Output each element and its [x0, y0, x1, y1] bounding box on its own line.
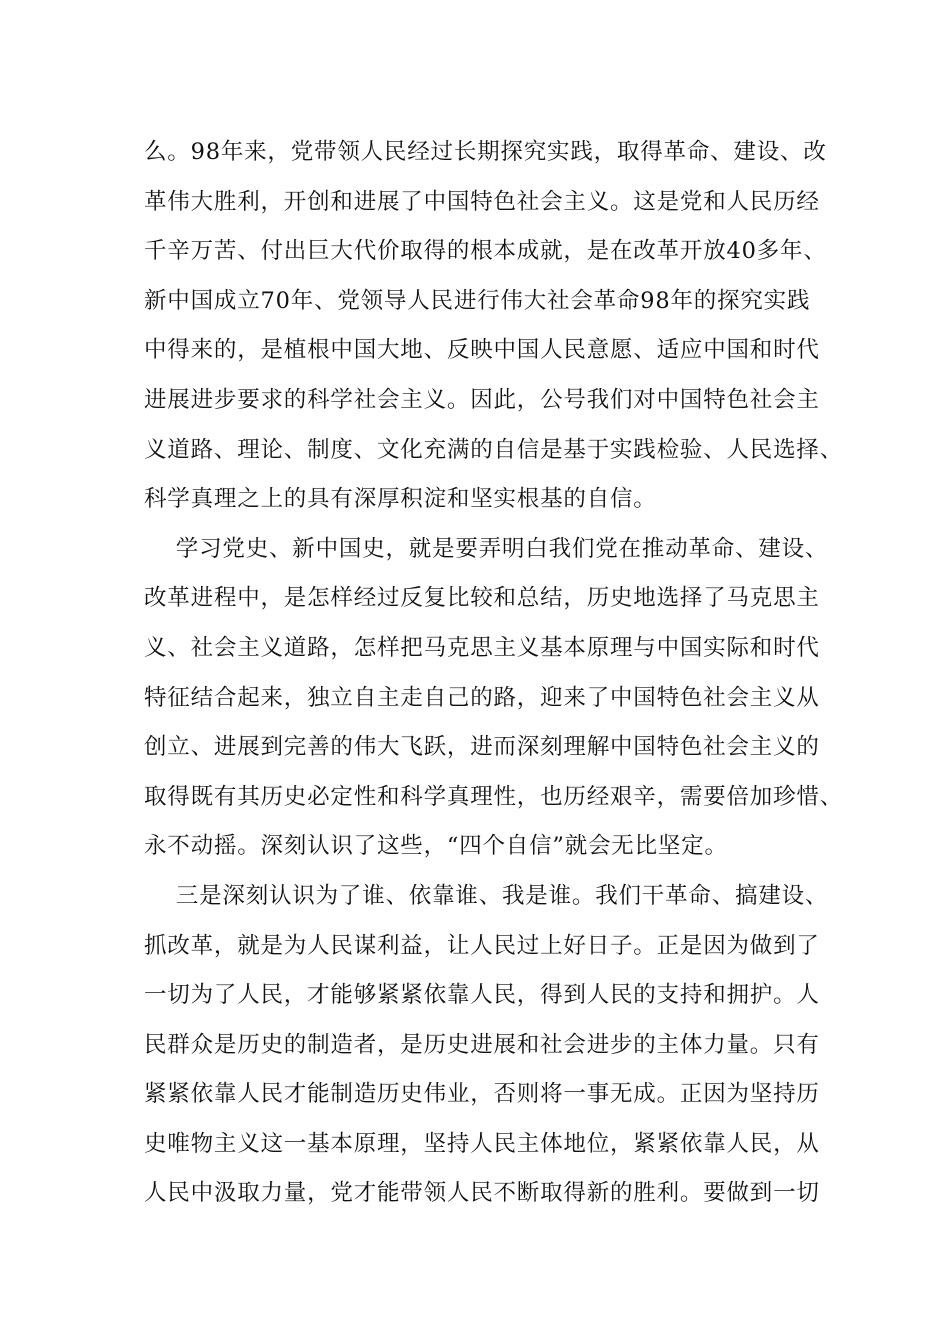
text-line: 么。98年来，党带领人民经过长期探究实践，取得革命、建设、改: [144, 139, 827, 165]
text-line: 科学真理之上的具有深厚积淀和坚实根基的自信。: [144, 486, 657, 513]
text-line: 民群众是历史的制造者，是历史进展和社会进步的主体力量。只有: [144, 1031, 820, 1058]
text-line: 进展进步要求的科学社会主义。因此，公号我们对中国特色社会主: [144, 386, 820, 413]
text-line: 改革进程中，是怎样经过反复比较和总结，历史地选择了马克思主: [144, 585, 820, 612]
text-line: 义、社会主义道路，怎样把马克思主义基本原理与中国实际和时代: [144, 634, 820, 661]
text-line: 三是深刻认识为了谁、依靠谁、我是谁。我们干革命、搞建设、: [144, 882, 829, 909]
text-line: 革伟大胜利，开创和进展了中国特色社会主义。这是党和人民历经: [144, 188, 820, 215]
text-line: 特征结合起来，独立自主走自己的路，迎来了中国特色社会主义从: [144, 684, 820, 711]
text-line: 人民中汲取力量，党才能带领人民不断取得新的胜利。要做到一切: [144, 1180, 820, 1207]
text-line: 中得来的，是植根中国大地、反映中国人民意愿、适应中国和时代: [144, 337, 820, 364]
text-line: 紧紧依靠人民才能制造历史伟业，否则将一事无成。正因为坚持历: [144, 1081, 820, 1108]
text-line: 史唯物主义这一基本原理，坚持人民主体地位，紧紧依靠人民，从: [144, 1130, 820, 1157]
text-line: 一切为了人民，才能够紧紧依靠人民，得到人民的支持和拥护。人: [144, 982, 820, 1009]
text-line: 义道路、理论、制度、文化充满的自信是基于实践检验、人民选择、: [144, 436, 844, 463]
body-text: [144, 128, 844, 1219]
text-line: 新中国成立70年、党领导人民进行伟大社会革命98年的探究实践: [144, 287, 811, 314]
text-line: 抓改革，就是为人民谋利益，让人民过上好日子。正是因为做到了: [144, 932, 820, 959]
text-line: 学习党史、新中国史，就是要弄明白我们党在推动革命、建设、: [144, 535, 829, 562]
text-line: 永不动摇。深刻认识了这些，“四个自信”就会无比坚定。: [144, 833, 728, 860]
text-line: 创立、进展到完善的伟大飞跃，进而深刻理解中国特色社会主义的: [144, 734, 820, 761]
text-line: 千辛万苦、付出巨大代价取得的根本成就，是在改革开放40多年、: [144, 238, 827, 265]
text-line: 取得既有其历史必定性和科学真理性，也历经艰辛，需要倍加珍惜、: [144, 783, 844, 810]
